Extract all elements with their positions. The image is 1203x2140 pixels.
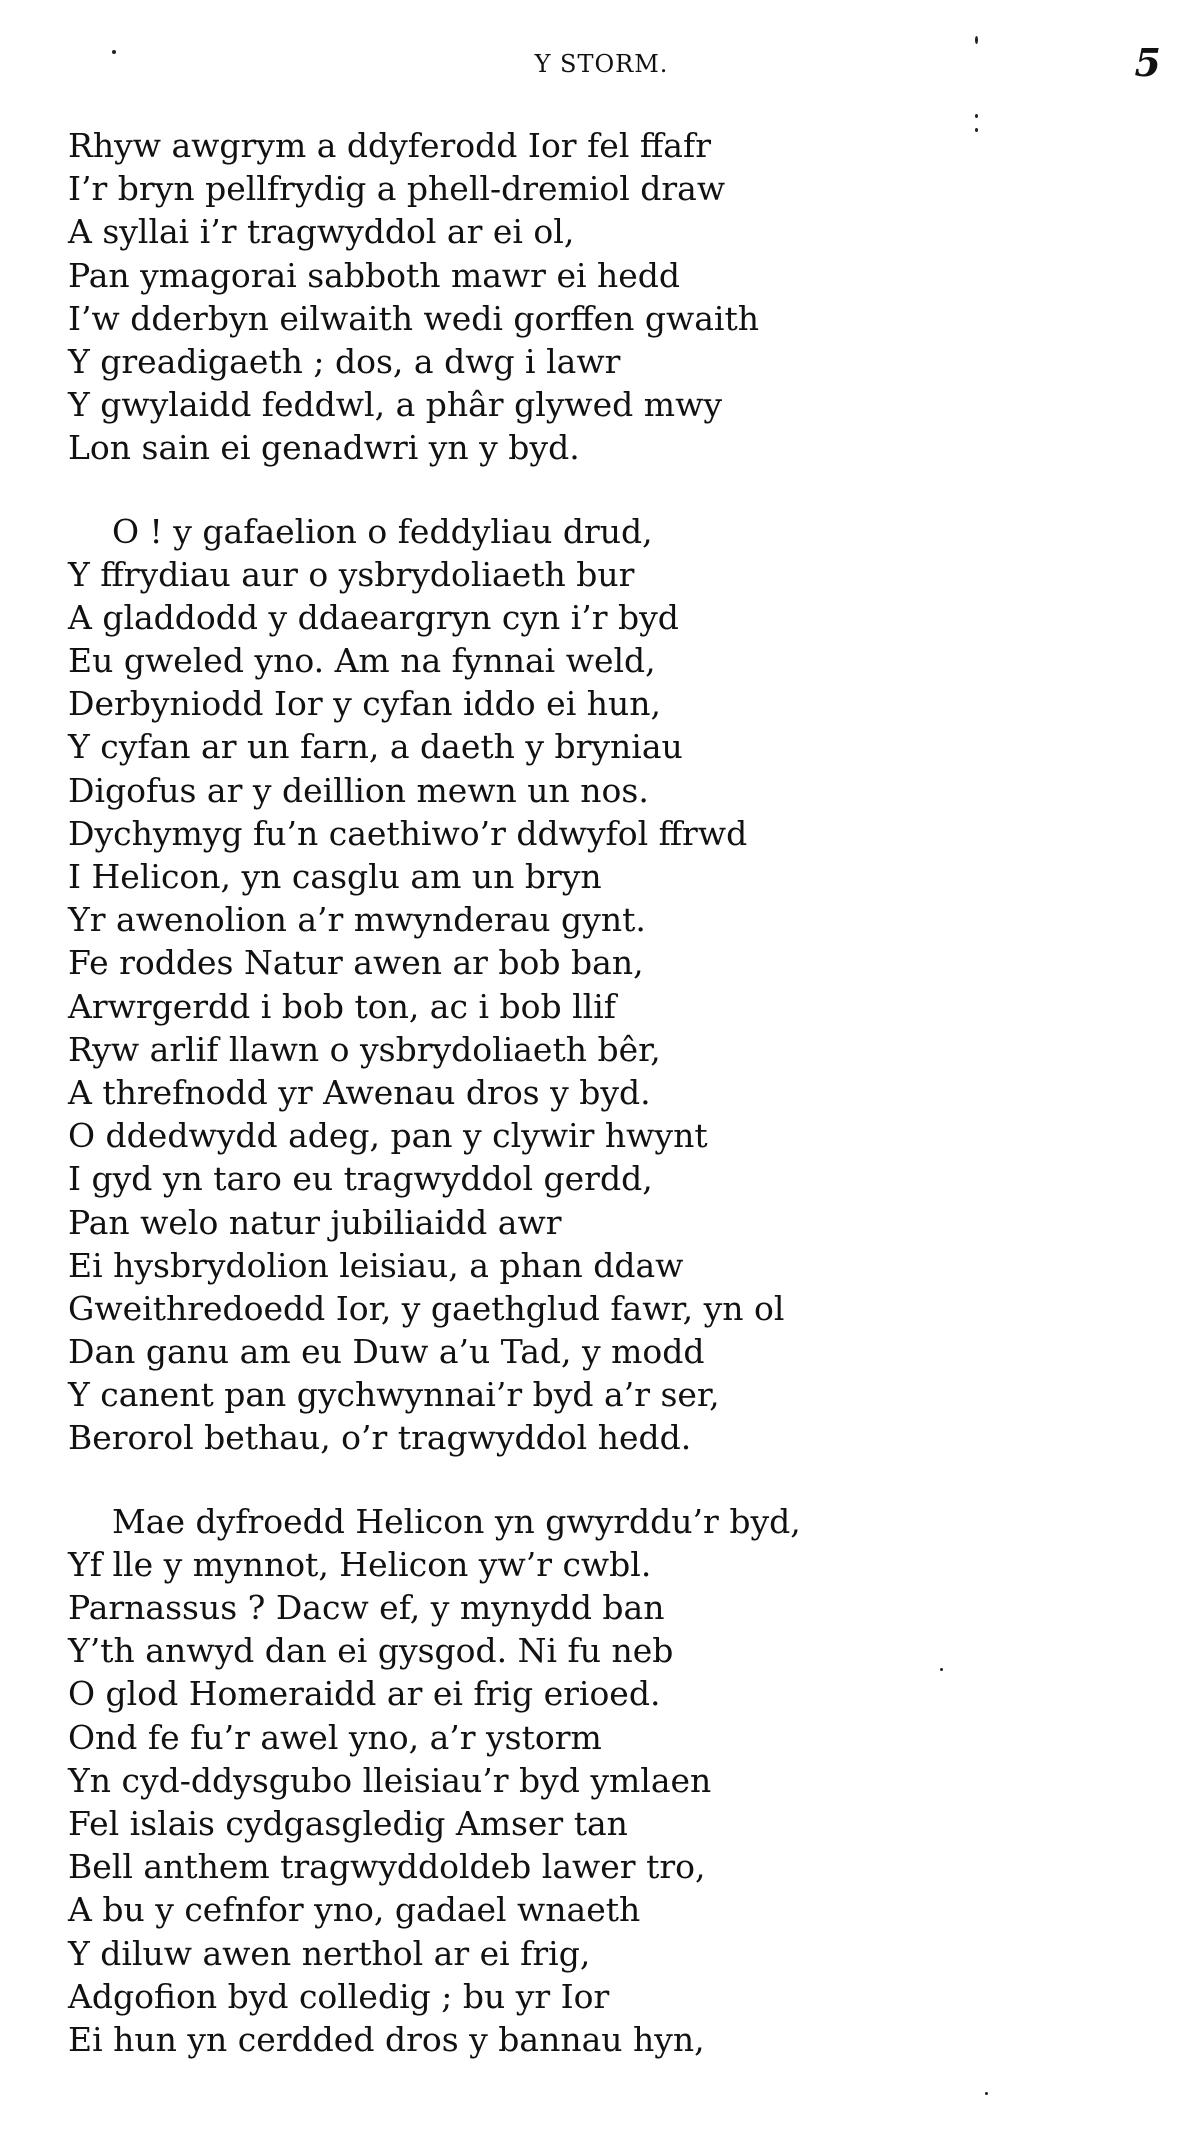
verse-line: Derbyniodd Ior y cyfan iddo ei hun, bbox=[68, 684, 661, 724]
verse-line: O ddedwydd adeg, pan y clywir hwynt bbox=[68, 1116, 708, 1156]
stanza bbox=[68, 124, 1148, 470]
verse-line: O glod Homeraidd ar ei frig erioed. bbox=[68, 1674, 661, 1714]
verse-line: I Helicon, yn casglu am un bryn bbox=[68, 857, 602, 896]
verse-line: A syllai i’r tragwyddol ar ei ol, bbox=[68, 212, 575, 252]
verse-line: Y greadigaeth ; dos, a dwg i lawr bbox=[68, 341, 621, 381]
verse-line: A threfnodd yr Awenau dros y byd. bbox=[68, 1072, 651, 1112]
scan-speck bbox=[112, 50, 116, 54]
verse-line: I gyd yn taro eu tragwyddol gerdd, bbox=[68, 1159, 653, 1199]
verse-line: Y’th anwyd dan ei gysgod. Ni fu neb bbox=[68, 1631, 674, 1671]
verse-line: Pan welo natur jubiliaidd awr bbox=[68, 1202, 562, 1242]
running-title: Y STORM. bbox=[534, 50, 669, 78]
page-header bbox=[0, 40, 1203, 85]
verse-line: Mae dyfroedd Helicon yn gwyrddu’r byd, bbox=[112, 1501, 801, 1541]
verse-line: A bu y cefnfor yno, gadael wnaeth bbox=[68, 1890, 641, 1930]
page-number: 5 bbox=[1134, 40, 1161, 85]
verse-line: Gweithredoedd Ior, y gaethglud fawr, yn ol bbox=[68, 1288, 785, 1328]
verse-line: O ! y gafaelion o feddyliau drud, bbox=[112, 511, 653, 551]
verse-line: Ryw arlif llawn o ysbrydoliaeth bêr, bbox=[68, 1029, 661, 1069]
verse-line: Y diluw awen nerthol ar ei frig, bbox=[68, 1933, 591, 1973]
scan-speck bbox=[975, 36, 978, 44]
verse-line: A gladdodd y ddaeargryn cyn i’r byd bbox=[68, 597, 679, 637]
verse-line: Ond fe fu’r awel yno, a’r ystorm bbox=[68, 1717, 602, 1757]
scan-speck bbox=[975, 114, 978, 118]
verse-line: Y gwylaidd feddwl, a phâr glywed mwy bbox=[68, 385, 722, 425]
stanza bbox=[68, 1500, 1148, 2061]
verse-line: Eu gweled yno. Am na fynnai weld, bbox=[68, 641, 656, 681]
verse-line: I’r bryn pellfrydig a phell-dremiol draw bbox=[68, 169, 726, 209]
verse-line: Dan ganu am eu Duw a’u Tad, y modd bbox=[68, 1332, 705, 1372]
verse-line: Pan ymagorai sabboth mawr ei hedd bbox=[68, 255, 681, 295]
verse-line: Fe roddes Natur awen ar bob ban, bbox=[68, 943, 644, 983]
verse-line: Arwrgerdd i bob ton, ac i bob llif bbox=[68, 986, 616, 1026]
poem-text bbox=[68, 124, 1148, 2101]
verse-line: Y cyfan ar un farn, a daeth y bryniau bbox=[68, 727, 683, 767]
verse-line: Digofus ar y deillion mewn un nos. bbox=[68, 770, 649, 810]
verse-line: Adgofion byd colledig ; bu yr Ior bbox=[68, 1976, 610, 2016]
verse-line: Berorol bethau, o’r tragwyddol hedd. bbox=[68, 1418, 692, 1458]
verse-line: Y canent pan gychwynnai’r byd a’r ser, bbox=[68, 1375, 720, 1415]
verse-line: Rhyw awgrym a ddyferodd Ior fel ffafr bbox=[68, 126, 711, 165]
verse-line: Ei hun yn cerdded dros y bannau hyn, bbox=[68, 2019, 705, 2059]
stanza bbox=[68, 510, 1148, 1460]
verse-line: I’w dderbyn eilwaith wedi gorffen gwaith bbox=[68, 298, 759, 338]
verse-line: Y ffrydiau aur o ysbrydoliaeth bur bbox=[68, 554, 635, 594]
verse-line: Yn cyd-ddysgubo lleisiau’r byd ymlaen bbox=[68, 1760, 712, 1800]
verse-line: Yr awenolion a’r mwynderau gynt. bbox=[68, 900, 646, 940]
verse-line: Yf lle y mynnot, Helicon yw’r cwbl. bbox=[68, 1544, 652, 1584]
verse-line: Fel islais cydgasgledig Amser tan bbox=[68, 1803, 628, 1843]
verse-line: Lon sain ei genadwri yn y byd. bbox=[68, 428, 580, 468]
verse-line: Ei hysbrydolion leisiau, a phan ddaw bbox=[68, 1245, 684, 1285]
verse-line: Parnassus ? Dacw ef, y mynydd ban bbox=[68, 1588, 665, 1627]
verse-line: Bell anthem tragwyddoldeb lawer tro, bbox=[68, 1847, 706, 1887]
verse-line: Dychymyg fu’n caethiwo’r ddwyfol ffrwd bbox=[68, 813, 748, 853]
